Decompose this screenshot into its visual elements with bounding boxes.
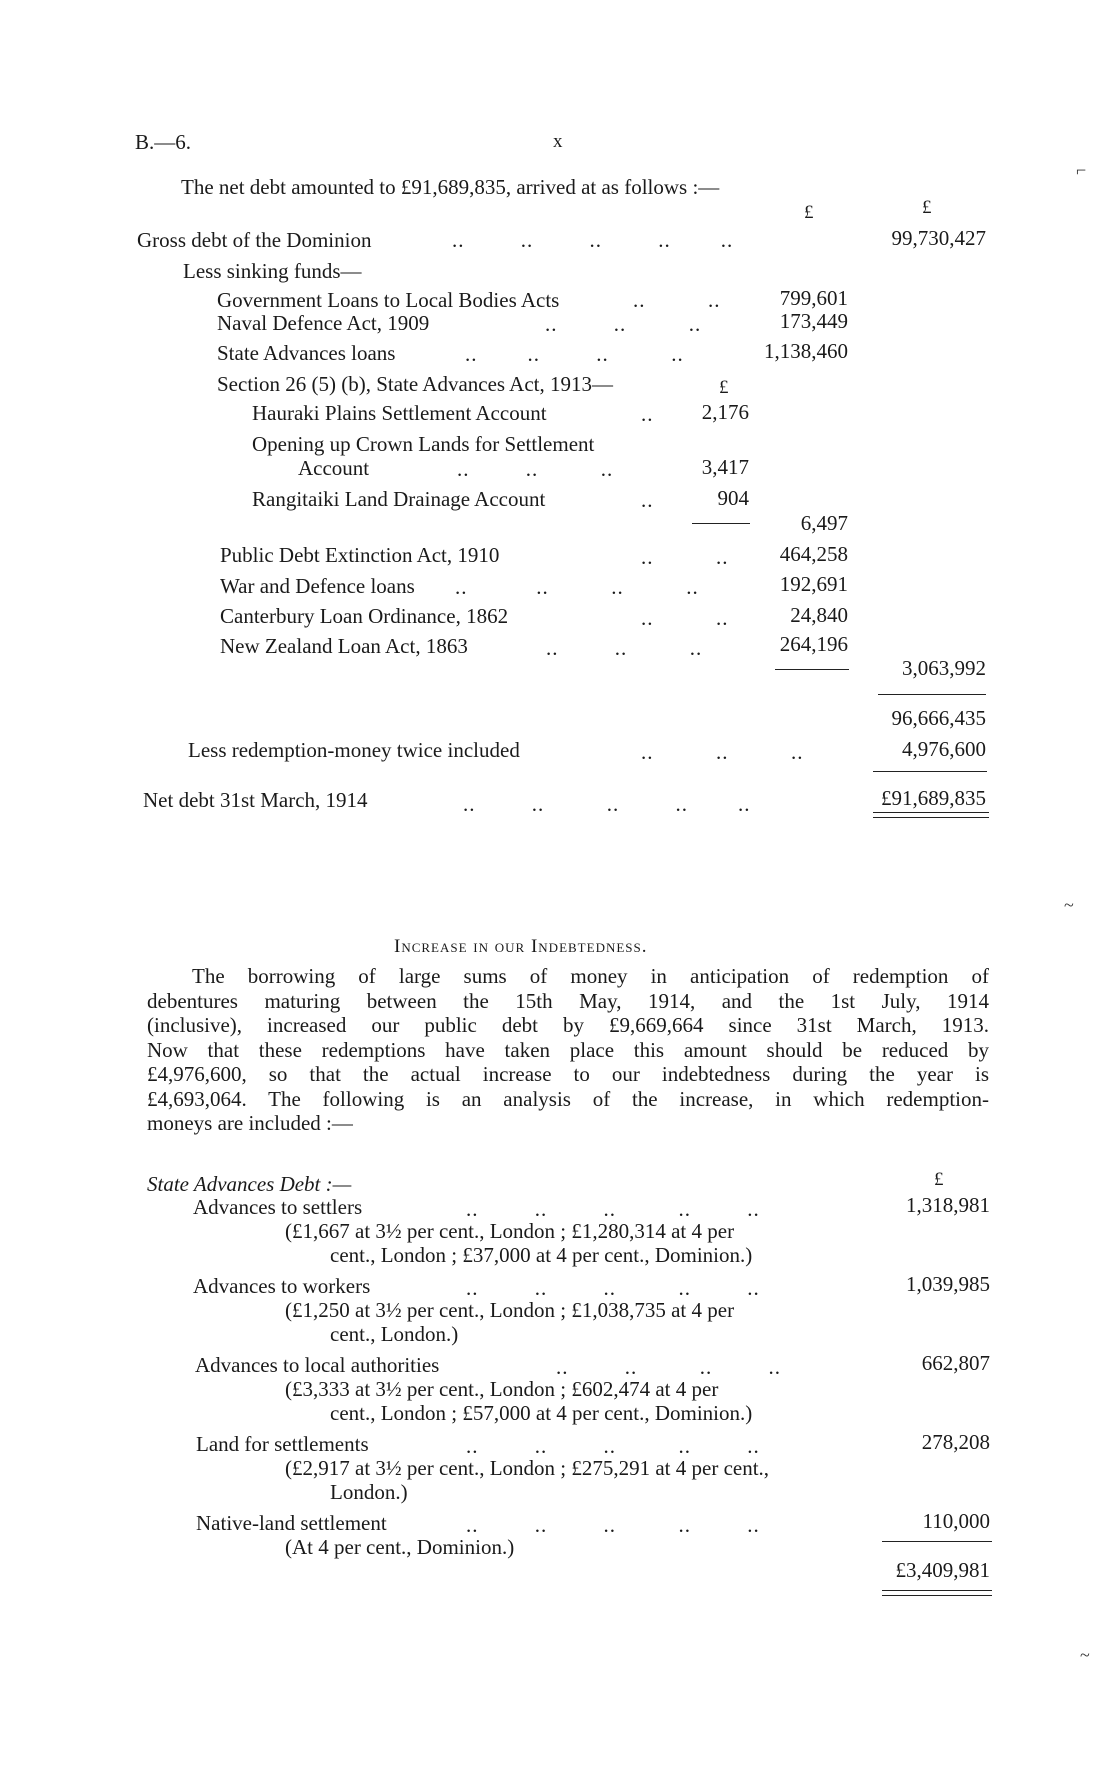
- increase-paragraph: [147, 964, 989, 1136]
- section26-item-value: 904: [717, 486, 749, 510]
- state-item-detail: (At 4 per cent., Dominion.): [285, 1535, 515, 1559]
- total-double-rule: [873, 817, 989, 818]
- state-item-detail: London.): [330, 1480, 408, 1504]
- total-double-rule: [882, 1590, 992, 1591]
- leader-dots: .. .. .. .. ..: [452, 228, 734, 252]
- state-item-label: Advances to settlers: [193, 1195, 363, 1219]
- state-item-detail: (£3,333 at 3½ per cent., London ; £602,474 at 4 per: [285, 1377, 719, 1401]
- sinking-item-label: Public Debt Extinction Act, 1910: [220, 543, 500, 567]
- paragraph-line: Now that these redemptions have taken place this amount should be reduced by: [147, 1037, 989, 1062]
- redemption-label: Less redemption-money twice included: [188, 738, 520, 762]
- sinking-item-label: New Zealand Loan Act, 1863: [220, 634, 468, 658]
- total-double-rule: [882, 1595, 992, 1596]
- leader-dots: ..: [641, 402, 654, 426]
- section26-item-value: 2,176: [701, 400, 749, 424]
- section-heading: Increase in our Indebtedness.: [394, 936, 648, 957]
- subtotal-rule: [878, 694, 986, 695]
- subtotal-rule: [775, 669, 849, 670]
- subtotal-rule: [882, 1541, 992, 1542]
- leader-dots: .. .. .. .. ..: [466, 1513, 760, 1537]
- state-item-detail: (£1,667 at 3½ per cent., London ; £1,280,314 at 4 per: [285, 1219, 735, 1243]
- subtotal-value: 96,666,435: [891, 706, 986, 730]
- margin-mark: ~: [1064, 895, 1074, 915]
- section26-item-value: 3,417: [701, 455, 749, 479]
- margin-mark: ⌐: [1076, 160, 1087, 180]
- currency-heading-col3: £: [934, 1169, 944, 1190]
- currency-heading-col2: £: [804, 202, 814, 223]
- leader-dots: .. .. .. .. ..: [463, 792, 751, 816]
- sinking-item-label: Canterbury Loan Ordinance, 1862: [220, 604, 509, 628]
- net-debt-label: Net debt 31st March, 1914: [143, 788, 368, 812]
- state-advances-heading: State Advances Debt :—: [147, 1172, 352, 1196]
- paragraph-line: £4,693,064. The following is an analysis of the increase, in which redemption-: [147, 1086, 989, 1111]
- sinking-item-value: 24,840: [790, 603, 848, 627]
- sinking-total-value: 3,063,992: [902, 656, 986, 680]
- leader-dots: .. .. .. ..: [556, 1355, 781, 1379]
- leader-dots: .. .. .. ..: [465, 342, 684, 366]
- state-item-detail: (£2,917 at 3½ per cent., London ; £275,291 at 4 per cent.,: [285, 1456, 770, 1480]
- state-total-value: £3,409,981: [895, 1558, 990, 1582]
- state-item-detail: cent., London ; £37,000 at 4 per cent., Dominion.): [330, 1243, 753, 1267]
- leader-dots: .. .. .. .. ..: [466, 1276, 760, 1300]
- leader-dots: ..: [641, 488, 654, 512]
- sinking-item-value: 192,691: [779, 572, 848, 596]
- page-number: x: [553, 131, 563, 152]
- leader-dots: .. .. .. .. ..: [466, 1197, 760, 1221]
- leader-dots: .. .. .. ..: [455, 575, 699, 599]
- state-item-detail: cent., London ; £57,000 at 4 per cent., Dominion.): [330, 1401, 753, 1425]
- margin-mark: ~: [1080, 1645, 1090, 1665]
- page-reference: B.—6.: [135, 130, 192, 154]
- gross-debt-value: 99,730,427: [891, 226, 986, 250]
- leader-dots: .. .. .. .. ..: [466, 1434, 760, 1458]
- state-item-detail: cent., London.): [330, 1322, 459, 1346]
- sinking-item-label: State Advances loans: [217, 341, 396, 365]
- net-debt-value: £91,689,835: [881, 786, 986, 810]
- leader-dots: .. .. ..: [545, 312, 702, 336]
- sinking-item-value: 1,138,460: [764, 339, 848, 363]
- sinking-item-value: 464,258: [779, 542, 848, 566]
- state-item-value: 278,208: [921, 1430, 990, 1454]
- section26-label: Section 26 (5) (b), State Advances Act, 1913—: [217, 372, 614, 396]
- sinking-item-label: Government Loans to Local Bodies Acts: [217, 288, 560, 312]
- gross-debt-label: Gross debt of the Dominion: [137, 228, 372, 252]
- currency-heading-col1: £: [719, 377, 729, 398]
- less-sinking-funds-label: Less sinking funds—: [183, 259, 362, 283]
- redemption-value: 4,976,600: [902, 737, 986, 761]
- sinking-item-value: 264,196: [779, 632, 848, 656]
- state-item-label: Native-land settlement: [196, 1511, 387, 1535]
- leader-dots: .. .. ..: [457, 457, 614, 481]
- sinking-item-label: War and Defence loans: [220, 574, 415, 598]
- sinking-item-label: Naval Defence Act, 1909: [217, 311, 430, 335]
- paragraph-line: debentures maturing between the 15th May, 1914, and the 1st July, 1914: [147, 988, 989, 1013]
- paragraph-line: (inclusive), increased our public debt by £9,669,664 since 31st March, 1913.: [147, 1013, 989, 1037]
- intro-text: The net debt amounted to £91,689,835, arrived at as follows :—: [181, 175, 720, 199]
- paragraph-line: moneys are included :—: [147, 1111, 353, 1135]
- section26-item-label: Hauraki Plains Settlement Account: [252, 401, 547, 425]
- state-item-value: 110,000: [922, 1509, 990, 1533]
- leader-dots: .. .. ..: [641, 740, 804, 764]
- state-item-value: 662,807: [921, 1351, 990, 1375]
- subtotal-rule: [692, 523, 750, 524]
- section26-item-label-cont: Account: [298, 456, 370, 480]
- subtotal-rule: [873, 771, 987, 772]
- state-item-value: 1,318,981: [906, 1193, 990, 1217]
- state-item-label: Advances to local authorities: [195, 1353, 440, 1377]
- total-double-rule: [873, 812, 989, 813]
- leader-dots: .. .. ..: [546, 636, 703, 660]
- paragraph-line: £4,976,600, so that the actual increase to our indebtedness during the year is: [147, 1062, 989, 1086]
- leader-dots: .. ..: [641, 606, 729, 630]
- section26-total: 6,497: [800, 511, 848, 535]
- state-item-value: 1,039,985: [906, 1272, 990, 1296]
- sinking-item-value: 173,449: [779, 309, 848, 333]
- section26-item-label: Rangitaiki Land Drainage Account: [252, 487, 546, 511]
- paragraph-line: The borrowing of large sums of money in anticipation of redemption of: [192, 964, 989, 988]
- section26-item-label: Opening up Crown Lands for Settlement: [252, 432, 595, 456]
- leader-dots: .. ..: [641, 545, 729, 569]
- currency-heading-col3: £: [922, 197, 932, 218]
- state-item-label: Land for settlements: [196, 1432, 369, 1456]
- leader-dots: .. ..: [633, 288, 721, 312]
- state-item-label: Advances to workers: [193, 1274, 371, 1298]
- sinking-item-value: 799,601: [779, 286, 848, 310]
- state-item-detail: (£1,250 at 3½ per cent., London ; £1,038,735 at 4 per: [285, 1298, 735, 1322]
